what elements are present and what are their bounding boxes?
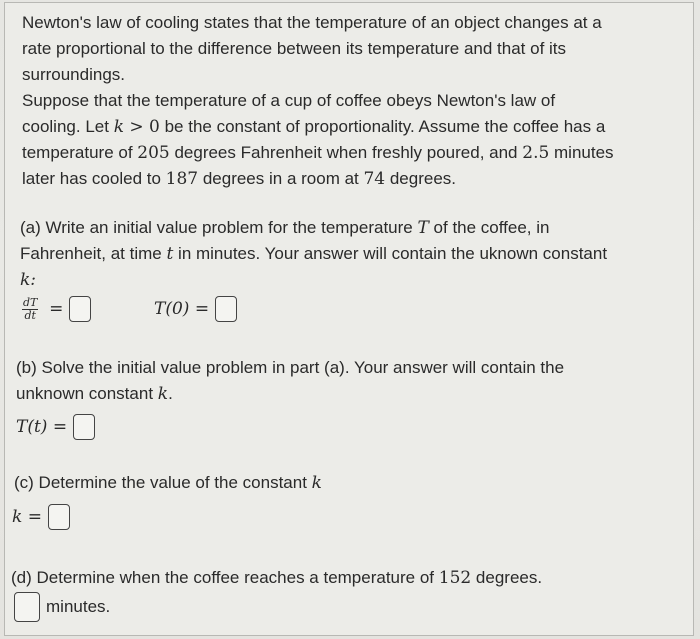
intro-line [22,140,672,166]
derivative-fraction [22,297,38,322]
part-a [20,215,680,293]
k-equation [12,504,70,530]
equals-sign: = [49,299,64,319]
problem-intro [22,10,672,192]
ode-equation [22,296,91,322]
intro-line [22,166,672,192]
part-d-text: (d) Determine when the coffee reaches a temperature of [11,568,439,587]
math-k: k [311,473,322,493]
math-T: T [417,218,429,238]
solution-label: T(t) = [16,417,68,437]
solution-equation [16,414,95,440]
math-t: t [166,244,174,264]
intro-text: degrees. [385,169,457,188]
intro-line: rate proportional to the difference between its temperature and that of its [22,39,567,58]
initial-condition [154,296,237,322]
solution-answer-box[interactable] [73,414,95,440]
part-a-text: of the coffee, in [428,218,550,237]
part-c [14,470,664,496]
intro-text: cooling. Let [22,117,114,136]
intro-text: later has cooled to [22,169,166,188]
intro-line: Newton's law of cooling states that the temperature of an object changes at a [22,13,602,32]
part-a-k-label: k: [20,270,37,290]
ode-answer-box[interactable] [69,296,91,322]
room-temp-value: 74 [363,169,386,189]
time-unit-label: minutes. [46,597,111,616]
part-b [16,355,676,407]
fraction-numerator: dT [23,295,38,309]
math-k: k [157,384,169,404]
part-a-line [20,215,680,241]
intro-text: temperature of [22,143,138,162]
initial-condition-label: T(0) = [154,299,210,319]
part-a-line [20,241,680,267]
intro-text: degrees in a room at [198,169,364,188]
k-answer-box[interactable] [48,504,70,530]
target-temp-value: 152 [438,568,472,588]
elapsed-minutes-value: 2.5 [522,143,550,163]
math-k: k [113,117,124,137]
part-b-text: unknown constant [16,384,158,403]
intro-text: degrees Fahrenheit when freshly poured, and [169,143,523,162]
part-a-text: (a) Write an initial value problem for the temperature [20,218,418,237]
intro-line: Suppose that the temperature of a cup of coffee obeys Newton's law of [22,91,556,110]
part-c-text: (c) Determine the value of the constant [14,473,312,492]
math-inequality: > 0 [124,117,160,137]
intro-line [22,114,672,140]
intro-line: surroundings. [22,65,126,84]
time-answer-box[interactable] [14,592,40,622]
intro-text: minutes [549,143,614,162]
k-label: k = [12,507,42,527]
part-b-line [16,381,676,407]
part-a-text: Fahrenheit, at time [20,244,167,263]
time-answer-row [14,592,110,622]
intro-text: be the constant of proportionality. Assume the coffee has a [159,117,606,136]
part-b-text: . [168,384,173,403]
fraction-denominator: dt [24,308,36,322]
initial-temp-value: 205 [137,143,170,163]
cooled-temp-value: 187 [165,169,199,189]
initial-condition-answer-box[interactable] [215,296,237,322]
part-d [11,565,661,591]
part-b-text: (b) Solve the initial value problem in part (a). Your answer will contain the [16,358,565,377]
part-d-text: degrees. [471,568,543,587]
part-a-text: in minutes. Your answer will contain the uknown constant [173,244,608,263]
